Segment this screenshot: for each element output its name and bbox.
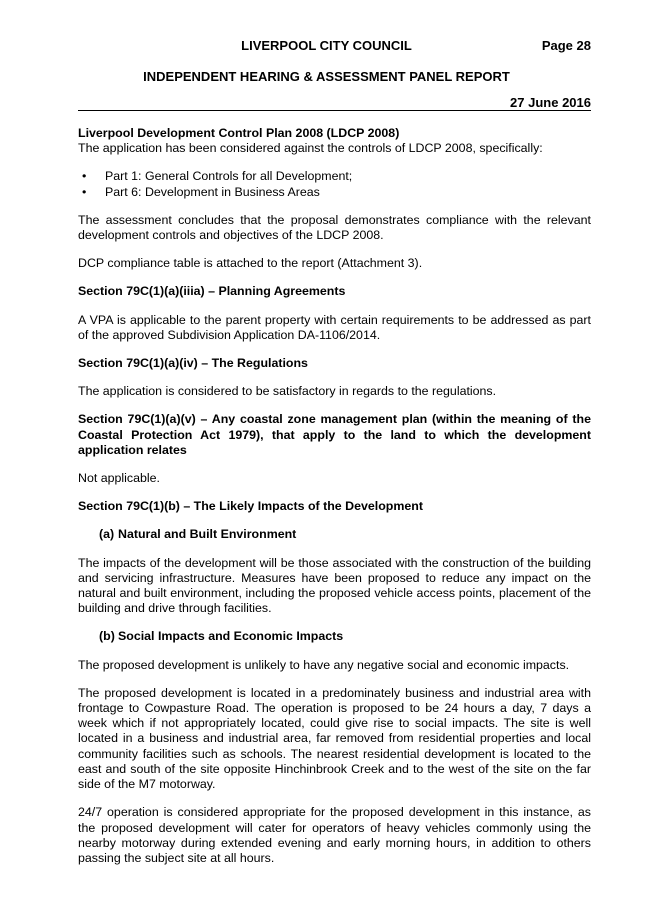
header-divider [78,110,591,111]
section-heading-likely-impacts: Section 79C(1)(b) – The Likely Impacts of the Development [78,499,423,514]
subsection-label: (b) [99,629,115,644]
report-date: 27 June 2016 [510,95,591,110]
report-body [78,126,591,866]
social-economic-text: The proposed development is unlikely to have any negative social and economic impacts. [78,657,570,672]
dcp-part-list [78,169,591,199]
subsection-label: (a) [99,527,115,542]
page-number: Page 28 [541,38,591,53]
section-heading-regulations: Section 79C(1)(a)(iv) – The Regulations [78,356,308,371]
social-economic-location-text: The proposed development is located in a predominately business and industrial area with frontage to Cowpasture Road. The operation is proposed to be 24 hours a day, 7 days a week which if not appropriately located, could give rise to social impacts. The site is well located in a business and industrial area, far removed from residential properties and local community facilities such as schools. The nearest residential development is located to the east and south of the site opposite Hinchinbrook Creek and to the west of the site on the far side of the M7 motorway. [78,685,591,792]
dcp-conclusion: The assessment concludes that the proposal demonstrates compliance with the relevant development controls and objectives of the LDCP 2008. [78,212,591,243]
section-heading-planning-agreements: Section 79C(1)(a)(iiia) – Planning Agreements [78,284,346,299]
section-heading-coastal-zone: Section 79C(1)(a)(v) – Any coastal zone management plan (within the meaning of the Coastal Protection Act 1979), that apply to the land to which the development application relates [78,412,591,457]
dcp-intro: The application has been considered against the controls of LDCP 2008, specifically: [78,141,543,156]
subsection-heading-natural-built [78,527,591,542]
list-item: • Part 6: Development in Business Areas [78,185,591,200]
list-item: • Part 1: General Controls for all Development; [78,169,591,184]
council-name: LIVERPOOL CITY COUNCIL [241,38,412,53]
natural-built-text: The impacts of the development will be those associated with the construction of the building and servicing infrastructure. Measures have been proposed to reduce any impact on the natural and built environment, including the proposed vehicle access points, placement of the building and drive through facilities. [78,555,591,616]
subsection-title: Social Impacts and Economic Impacts [118,629,344,644]
coastal-zone-text: Not applicable. [78,471,160,486]
report-title: INDEPENDENT HEARING & ASSESSMENT PANEL REPORT [143,69,510,84]
subsection-title: Natural and Built Environment [118,527,297,542]
planning-agreements-text: A VPA is applicable to the parent property with certain requirements to be addressed as part of the approved Subdivision Application DA-1106/2014. [78,312,591,342]
regulations-text: The application is considered to be satisfactory in regards to the regulations. [78,384,497,399]
social-economic-operation-text: 24/7 operation is considered appropriate for the proposed development in this instance, as the proposed development will cater for operators of heavy vehicles commonly using the nearby motorway during extended evening and early morning hours, in addition to others passing the subject site at all hours. [78,805,591,865]
dcp-table-note: DCP compliance table is attached to the report (Attachment 3). [78,256,423,271]
subsection-heading-social-economic [78,629,591,644]
dcp-heading: Liverpool Development Control Plan 2008 (LDCP 2008) [78,126,400,140]
